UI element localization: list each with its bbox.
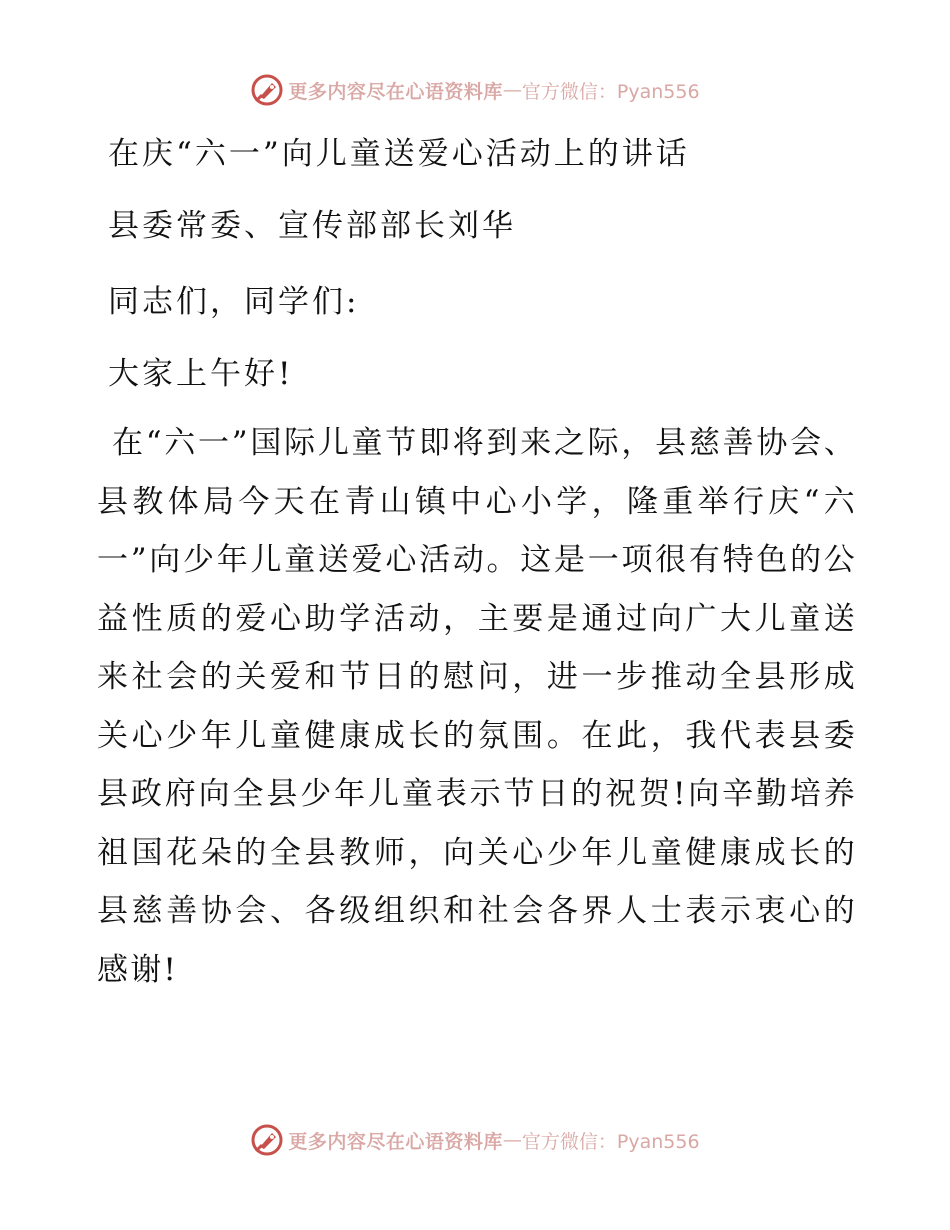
speaker-line: 县委常委、宣传部部长刘华 — [108, 208, 516, 244]
pen-nib-logo-icon — [250, 73, 284, 107]
footer-watermark — [0, 1120, 950, 1160]
watermark-main-text: 更多内容尽在心语资料库 — [288, 1130, 503, 1153]
header-watermark — [0, 70, 950, 110]
document-title: 在庆“六一”向儿童送爱心活动上的讲话 — [108, 136, 690, 172]
watermark-main-text: 更多内容尽在心语资料库 — [288, 80, 503, 103]
watermark-dash: — — [502, 79, 522, 101]
speech-paragraph: 在“六一”国际儿童节即将到来之际，县慈善协会、县教体局今天在青山镇中心小学，隆重举行庆“六一”向少年儿童送爱心活动。这是一项很有特色的公益性质的爱心助学活动，主要是通过向广大儿童送来社会的关爱和节日的慰问，进一步推动全县形成关心少年儿童健康成长的氛围。在此，我代表县委县政府向全县少年儿童表示节日的祝贺!向辛勤培养祖国花朵的全县教师，向关心少年儿童健康成长的县慈善协会、各级组织和社会各界人士表示衷心的感谢! — [97, 425, 857, 988]
watermark-account-text: 官方微信：Pyan556 — [521, 1130, 700, 1153]
watermark-dash: — — [502, 1129, 522, 1151]
greeting-line: 大家上午好! — [108, 356, 294, 392]
salutation-line: 同志们，同学们: — [108, 284, 360, 320]
pen-nib-logo-icon — [250, 1123, 284, 1157]
watermark-account-text: 官方微信：Pyan556 — [521, 80, 700, 103]
